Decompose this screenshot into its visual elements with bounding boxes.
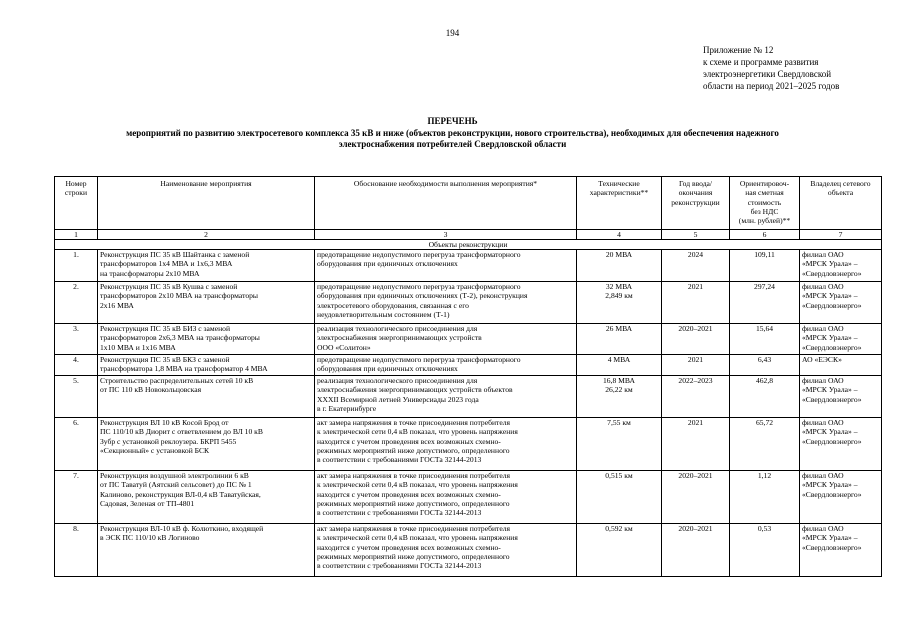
owner-line: «Свердловэнерго»: [802, 342, 862, 352]
owner: [800, 471, 882, 524]
measure-name-line: «Секционный» с установкой БСК: [100, 445, 210, 455]
header-tech-specs: [577, 177, 662, 230]
measure-name-line: Строительство распределительных сетей 10 кВ: [100, 376, 254, 385]
section-title: Объекты реконструкции: [55, 240, 882, 250]
owner-line: филиал ОАО: [802, 376, 844, 385]
column-index: 2: [98, 230, 315, 240]
justification-line: акт замера напряжения в точке присоединения потребителя: [317, 418, 510, 427]
measure-name: [98, 376, 315, 418]
table-body: [55, 250, 882, 577]
owner: [800, 324, 882, 355]
title-subtitle-line: электроснабжения потребителей Свердловской области: [338, 139, 567, 149]
measure-name-line: в ЭСК ПС 110/10 кВ Логиново: [100, 533, 200, 543]
cost: 1,12: [730, 471, 800, 524]
justification-line: реализация технологического присоединения для: [317, 324, 478, 333]
column-index: 7: [800, 230, 882, 240]
tech-specs: [577, 282, 662, 324]
tech-specs-line: 20 МВА: [605, 250, 633, 259]
justification-line: находится с учетом проведения всех возможных схемно-: [317, 489, 501, 499]
tech-specs-line: 2,849 км: [605, 291, 633, 301]
justification-line: к электрической сети 0,4 кВ показал, что уровень напряжения: [317, 533, 518, 543]
header-line: Номер: [65, 179, 87, 188]
tech-specs-line: 7,55 км: [607, 418, 631, 427]
header-line: стоимость: [747, 197, 782, 207]
appendix-note: [703, 44, 839, 92]
tech-specs-line: 0,515 км: [605, 471, 633, 480]
owner-line: филиал ОАО: [802, 324, 844, 333]
year: 2020–2021: [662, 324, 730, 355]
header-line: Владелец сетевого: [810, 179, 871, 188]
row-number: 5.: [55, 376, 98, 418]
justification-line: режимных мероприятий ниже допустимого, определенного: [317, 445, 510, 455]
justification-line: предотвращение недопустимого перегруза трансформаторного: [317, 355, 521, 364]
justification: [315, 471, 577, 524]
tech-specs-line: 16,8 МВА: [602, 376, 635, 385]
page-number: 194: [445, 28, 460, 38]
owner-line: «Свердловэнерго»: [802, 436, 862, 446]
table-row: [55, 376, 882, 418]
owner: [800, 376, 882, 418]
year: 2020–2021: [662, 471, 730, 524]
measure-name-line: ПС 110/10 кВ Диорит с ответвлением до ВЛ 10 кВ: [100, 427, 263, 437]
appendix-line: Приложение № 12: [703, 45, 774, 55]
justification: [315, 418, 577, 471]
appendix-line: к схеме и программе развития: [703, 57, 819, 67]
owner-line: «МРСК Урала» –: [802, 385, 858, 395]
tech-specs-line: 26,22 км: [605, 385, 633, 395]
header-line: строки: [64, 188, 88, 198]
cost: 297,24: [730, 282, 800, 324]
header-line: (млн. рублей)**: [738, 216, 791, 226]
measure-name-line: Реконструкция ВЛ 10 кВ Косой Брод от: [100, 418, 229, 427]
appendix-line: электроэнергетики Свердловской: [703, 69, 832, 79]
measure-name: [98, 471, 315, 524]
measure-name-line: Реконструкция воздушной электролинии 6 кВ: [100, 471, 249, 480]
measure-name-line: Садовая, Зеленая от ТП-4801: [100, 498, 195, 508]
justification-line: оборудования при единичных отключениях: [317, 364, 458, 374]
owner-line: филиал ОАО: [802, 282, 844, 291]
title-heading: ПЕРЕЧЕНЬ: [427, 116, 478, 126]
year: 2024: [662, 250, 730, 282]
measure-name: [98, 250, 315, 282]
tech-specs: [577, 355, 662, 376]
column-index: 4: [577, 230, 662, 240]
header-line: объекта: [827, 188, 854, 198]
year: 2021: [662, 355, 730, 376]
justification-line: ООО «Солитон»: [317, 342, 371, 352]
measure-name: [98, 418, 315, 471]
measure-name: [98, 324, 315, 355]
measure-name: [98, 355, 315, 376]
measure-name-line: Реконструкция ВЛ-10 кВ ф. Колюткино, входящей: [100, 524, 264, 533]
row-number: 4.: [55, 355, 98, 376]
justification-line: реализация технологического присоединения для: [317, 376, 478, 385]
table-row: [55, 524, 882, 577]
justification: [315, 355, 577, 376]
header-line: характеристики**: [589, 188, 649, 198]
measure-name-line: 1х10 МВА и 1х16 МВА: [100, 342, 176, 352]
tech-specs: [577, 524, 662, 577]
measure-name-line: 2х16 МВА: [100, 300, 134, 310]
owner: [800, 282, 882, 324]
measure-name-line: Зубр с установкой реклоузера. БКРП 5455: [100, 436, 237, 446]
tech-specs-line: 0,592 км: [605, 524, 633, 533]
row-number: 7.: [55, 471, 98, 524]
owner: [800, 250, 882, 282]
justification-line: акт замера напряжения в точке присоединения потребителя: [317, 524, 510, 533]
owner-line: «МРСК Урала» –: [802, 259, 858, 269]
owner-line: «МРСК Урала» –: [802, 291, 858, 301]
table-row: [55, 355, 882, 376]
measure-name-line: трансформаторов 2х10 МВА на трансформаторы: [100, 291, 259, 301]
header-measure-name: [98, 177, 315, 230]
owner: [800, 355, 882, 376]
owner-line: «Свердловэнерго»: [802, 300, 862, 310]
tech-specs-line: 32 МВА: [605, 282, 633, 291]
tech-specs: [577, 376, 662, 418]
table-row: [55, 250, 882, 282]
tech-specs: [577, 418, 662, 471]
column-index: 6: [730, 230, 800, 240]
owner: [800, 418, 882, 471]
measure-name-line: на трансформаторы 2х10 МВА: [100, 268, 200, 278]
header-row-number: [55, 177, 98, 230]
owner-line: «МРСК Урала» –: [802, 533, 858, 543]
column-index: 5: [662, 230, 730, 240]
cost: 462,8: [730, 376, 800, 418]
table-row: [55, 324, 882, 355]
title-subtitle-line: мероприятий по развитию электросетевого комплекса 35 кВ и ниже (объектов реконструкции, нового строительства), необходимых для обеспечения надежного: [126, 127, 779, 138]
justification-line: находится с учетом проведения всех возможных схемно-: [317, 436, 501, 446]
row-number: 8.: [55, 524, 98, 577]
cost: 0,53: [730, 524, 800, 577]
justification-line: XXXII Всемирной летней Универсиады 2023 года: [317, 394, 479, 404]
row-number: 2.: [55, 282, 98, 324]
year: 2021: [662, 418, 730, 471]
header-justification: [315, 177, 577, 230]
justification-line: электроснабжения энергопринимающих устройств: [317, 333, 482, 343]
measure-name-line: трансформаторов 2х6,3 МВА на трансформаторы: [100, 333, 260, 343]
justification-line: электросетевого оборудования, связанная с его: [317, 300, 469, 310]
year: 2022–2023: [662, 376, 730, 418]
owner-line: «Свердловэнерго»: [802, 489, 862, 499]
header-line: Год ввода/: [678, 179, 713, 188]
measure-name-line: Калиново, реконструкция ВЛ-0,4 кВ Таватуйская,: [100, 489, 261, 499]
justification-line: предотвращение недопустимого перегруза трансформаторного: [317, 282, 521, 291]
measure-name-line: трансформаторов 1х4 МВА и 1х6,3 МВА: [100, 259, 233, 269]
justification: [315, 524, 577, 577]
justification-line: электроснабжения энергопринимающих устройств объектов: [317, 385, 513, 395]
owner-line: «МРСК Урала» –: [802, 333, 858, 343]
header-line: ная сметная: [745, 188, 784, 198]
section-row: [55, 240, 882, 250]
header-cost: [730, 177, 800, 230]
justification-line: в г. Екатеринбурге: [317, 403, 377, 413]
tech-specs: [577, 250, 662, 282]
table-header-row: [55, 177, 882, 230]
measure-name-line: от ПС Таватуй (Аятский сельсовет) до ПС № 1: [100, 480, 252, 490]
justification-line: к электрической сети 0,4 кВ показал, что уровень напряжения: [317, 480, 518, 490]
justification: [315, 250, 577, 282]
owner: [800, 524, 882, 577]
header-line: без НДС: [750, 206, 779, 216]
appendix-line: области на период 2021–2025 годов: [703, 81, 840, 91]
header-line: окончания: [678, 188, 713, 198]
header-year: [662, 177, 730, 230]
justification: [315, 282, 577, 324]
justification-line: оборудования при единичных отключениях (Т-2), реконструкция: [317, 291, 528, 301]
column-index: 1: [55, 230, 98, 240]
column-index: 3: [315, 230, 577, 240]
justification-line: неудовлетворительным состоянием (Т-1): [317, 309, 450, 319]
owner-line: филиал ОАО: [802, 471, 844, 480]
row-number: 6.: [55, 418, 98, 471]
owner-line: «МРСК Урала» –: [802, 427, 858, 437]
owner-line: «Свердловэнерго»: [802, 394, 862, 404]
cost: 65,72: [730, 418, 800, 471]
justification-line: оборудования при единичных отключениях: [317, 259, 458, 269]
table-row: [55, 282, 882, 324]
tech-specs-line: 26 МВА: [605, 324, 633, 333]
header-line: Обоснование необходимости выполнения мероприятия*: [353, 179, 538, 188]
justification-line: в соответствии с требованиями ГОСТа 32144-2013: [317, 508, 482, 518]
justification-line: предотвращение недопустимого перегруза трансформаторного: [317, 250, 521, 259]
justification-line: в соответствии с требованиями ГОСТа 32144-2013: [317, 455, 482, 465]
justification-line: режимных мероприятий ниже допустимого, определенного: [317, 551, 510, 561]
justification: [315, 376, 577, 418]
cost: 109,11: [730, 250, 800, 282]
header-line: Наименование мероприятия: [160, 179, 252, 188]
justification-line: в соответствии с требованиями ГОСТа 32144-2013: [317, 561, 482, 571]
justification-line: режимных мероприятий ниже допустимого, определенного: [317, 498, 510, 508]
cost: 15,64: [730, 324, 800, 355]
cost: 6,43: [730, 355, 800, 376]
measure-name-line: Реконструкция ПС 35 кВ Шайтанка с заменой: [100, 250, 250, 259]
owner-line: АО «ЕЭСК»: [802, 355, 842, 364]
table-row: [55, 418, 882, 471]
measure-name-line: Реконструкция ПС 35 кВ БИЗ с заменой: [100, 324, 231, 333]
justification-line: акт замера напряжения в точке присоединения потребителя: [317, 471, 510, 480]
measures-table: [54, 176, 882, 577]
justification-line: к электрической сети 0,4 кВ показал, что уровень напряжения: [317, 427, 518, 437]
tech-specs: [577, 471, 662, 524]
justification-line: находится с учетом проведения всех возможных схемно-: [317, 542, 501, 552]
measure-name: [98, 524, 315, 577]
document-title: [40, 116, 865, 151]
table-row: [55, 471, 882, 524]
measure-name-line: от ПС 110 кВ Новокольцовская: [100, 385, 202, 395]
header-line: реконструкции: [671, 197, 720, 207]
owner-line: филиал ОАО: [802, 418, 844, 427]
tech-specs: [577, 324, 662, 355]
owner-line: филиал ОАО: [802, 524, 844, 533]
year: 2021: [662, 282, 730, 324]
justification: [315, 324, 577, 355]
measure-name: [98, 282, 315, 324]
header-owner: [800, 177, 882, 230]
owner-line: «Свердловэнерго»: [802, 268, 862, 278]
row-number: 3.: [55, 324, 98, 355]
column-index-row: [55, 230, 882, 240]
tech-specs-line: 4 МВА: [607, 355, 631, 364]
owner-line: филиал ОАО: [802, 250, 844, 259]
measure-name-line: Реконструкция ПС 35 кВ БКЗ с заменой: [100, 355, 230, 364]
header-line: Ориентировоч-: [739, 179, 790, 188]
header-line: Технические: [598, 179, 640, 188]
row-number: 1.: [55, 250, 98, 282]
owner-line: «МРСК Урала» –: [802, 480, 858, 490]
measure-name-line: Реконструкция ПС 35 кВ Кушва с заменой: [100, 282, 238, 291]
measure-name-line: трансформатора 1,8 МВА на трансформатор 4 МВА: [100, 364, 268, 374]
owner-line: «Свердловэнерго»: [802, 542, 862, 552]
year: 2020–2021: [662, 524, 730, 577]
